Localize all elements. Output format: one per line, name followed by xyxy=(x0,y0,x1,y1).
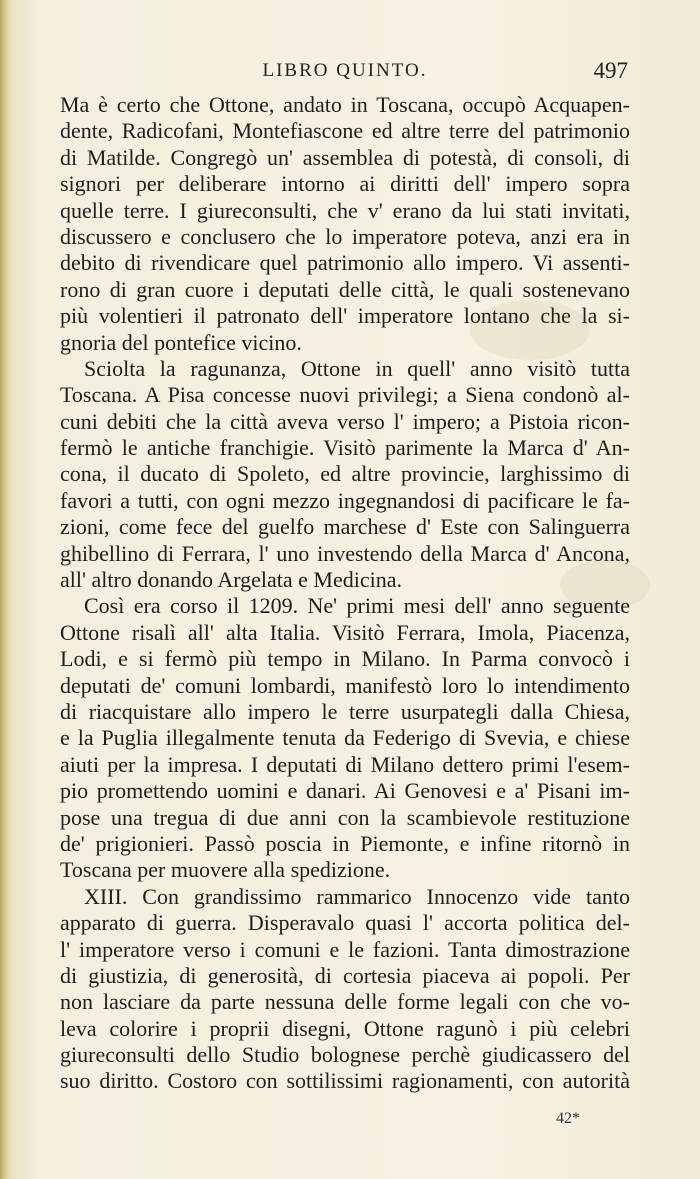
text-line: di riacquistare allo impero le terre usurpategli dalla Chiesa, xyxy=(60,698,630,724)
text-line: Così era corso il 1209. Ne' primi mesi dell' anno seguente xyxy=(84,593,630,619)
text-line: l' imperatore verso i comuni e le fazioni. Tanta dimostrazione xyxy=(60,936,630,962)
text-line: pio promettendo uomini e danari. Ai Genovesi e a' Pisani im- xyxy=(60,778,630,804)
text-line: Toscana per muovere alla spedizione. xyxy=(60,857,391,883)
page-spine-edge xyxy=(0,0,9,1179)
text-line: giureconsulti dello Studio bolognese perchè giudicassero del xyxy=(60,1042,630,1068)
text-line: Ma è certo che Ottone, andato in Toscana, occupò Acquapen- xyxy=(60,92,630,117)
text-line: gnoria del pontefice vicino. xyxy=(60,329,302,355)
text-line: apparato di guerra. Disperavalo quasi l' accorta politica del- xyxy=(60,910,630,936)
text-line: debito di rivendicare quel patrimonio allo impero. Vi assenti- xyxy=(60,250,630,276)
text-line: ghibellino di Ferrara, l' uno investendo della Marca d' Ancona, xyxy=(60,540,630,566)
text-line: Toscana. A Pisa concesse nuovi privilegi; a Siena condonò al- xyxy=(60,382,630,408)
text-line: all' altro donando Argelata e Medicina. xyxy=(60,567,402,593)
text-line: Lodi, e si fermò più tempo in Milano. In Parma convocò i xyxy=(60,646,630,672)
running-title: LIBRO QUINTO. xyxy=(262,60,428,81)
text-line: zioni, come fece del guelfo marchese d' Este con Salinguerra xyxy=(60,514,630,540)
signature-mark: 42* xyxy=(556,1110,580,1127)
text-line: di Matilde. Congregò un' assemblea di potestà, di consoli, di xyxy=(60,144,630,170)
text-line: de' prigionieri. Passò poscia in Piemonte, e infine ritornò in xyxy=(60,830,630,856)
page-number: 497 xyxy=(593,58,628,83)
text-line: discussero e conclusero che lo imperatore poteva, anzi era in xyxy=(60,223,630,249)
text-line: quelle terre. I giureconsulti, che v' erano da lui stati invitati, xyxy=(60,197,630,223)
text-line: di giustizia, di generosità, di cortesia piaceva ai popoli. Per xyxy=(60,962,630,988)
text-line: dente, Radicofani, Montefiascone ed altre terre del patrimonio xyxy=(60,118,630,144)
text-line: rono di gran cuore i deputati delle città, le quali sostenevano xyxy=(60,276,630,302)
text-line: Ottone risalì all' alta Italia. Visitò Ferrara, Imola, Piacenza, xyxy=(60,619,630,645)
text-line: suo diritto. Costoro con sottilissimi ragionamenti, con autorità xyxy=(60,1068,630,1094)
body-text xyxy=(60,92,630,1095)
text-line: e la Puglia illegalmente tenuta da Federigo di Svevia, e chiese xyxy=(60,725,630,751)
text-line: Sciolta la ragunanza, Ottone in quell' anno visitò tutta xyxy=(84,355,630,381)
text-line: deputati de' comuni lombardi, manifestò loro lo intendimento xyxy=(60,672,630,698)
text-line: signori per deliberare intorno ai diritti dell' impero sopra xyxy=(60,171,630,197)
page-header xyxy=(60,58,630,86)
text-line: cuni debiti che la città aveva verso l' impero; a Pistoia ricon- xyxy=(60,408,630,434)
text-line: leva colorire i proprii disegni, Ottone ragunò i più celebri xyxy=(60,1015,630,1041)
text-line: XIII. Con grandissimo rammarico Innocenzo vide tanto xyxy=(84,883,630,909)
text-line: fermò le antiche franchigie. Visitò parimente la Marca d' An- xyxy=(60,435,630,461)
text-line: non lasciare da parte nessuna delle forme legali con che vo- xyxy=(60,989,630,1015)
text-line: pose una tregua di due anni con la scambievole restituzione xyxy=(60,804,630,830)
text-line: cona, il ducato di Spoleto, ed altre provincie, larghissimo di xyxy=(60,461,630,487)
text-line: più volentieri il patronato dell' imperatore lontano che la si- xyxy=(60,303,630,329)
text-line: favori a tutti, con ogni mezzo ingegnandosi di pacificare le fa- xyxy=(60,487,630,513)
text-line: aiuti per la impresa. I deputati di Milano dettero primi l'esem- xyxy=(60,751,630,777)
